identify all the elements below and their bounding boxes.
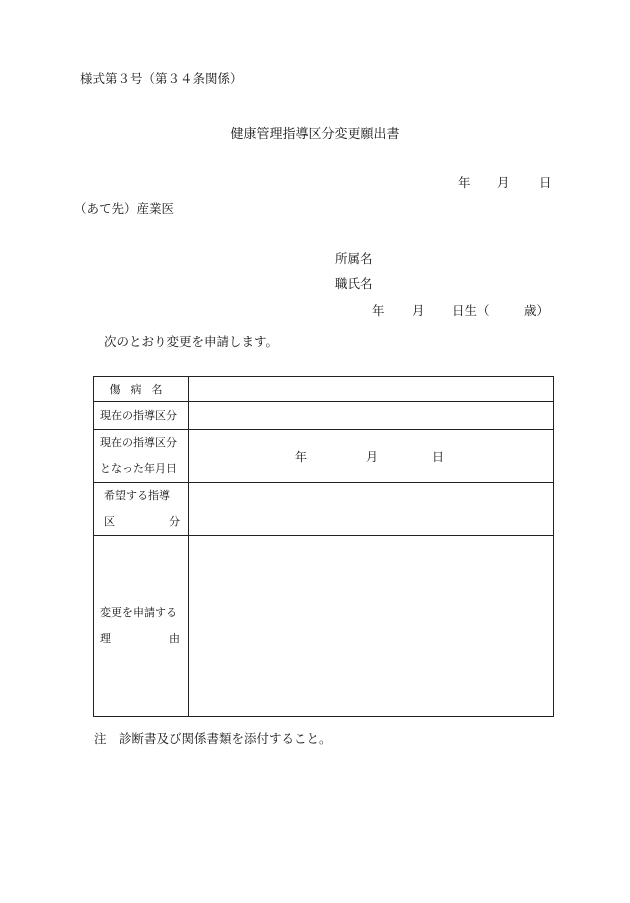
table-row-class-date — [94, 430, 554, 483]
desired-class-label-char2: 分 — [169, 515, 180, 528]
class-date-day: 日 — [432, 450, 445, 464]
age-label: 歳） — [524, 303, 550, 318]
class-date-label-line2: となった年月日 — [100, 462, 177, 475]
date-month-label: 月 — [497, 175, 510, 190]
desired-class-label-line1: 希望する指導 — [104, 489, 170, 502]
table-row-reason — [94, 536, 554, 717]
disease-label: 傷病名 — [94, 377, 189, 402]
table-row-current-class — [94, 402, 554, 430]
birth-year-label: 年 — [372, 303, 385, 318]
desired-class-label-cell — [94, 483, 189, 536]
birth-day-label: 日生（ — [452, 303, 490, 318]
desired-class-field[interactable] — [189, 483, 554, 536]
disease-field[interactable] — [189, 377, 554, 402]
affiliation-label: 所属名 — [335, 251, 373, 266]
desired-class-label-line2 — [94, 509, 188, 535]
intro-text: 次のとおり変更を申請します。 — [104, 334, 279, 349]
table-row-disease — [94, 377, 554, 402]
name-label: 職氏名 — [335, 276, 373, 291]
form-number: 様式第３号（第３４条関係） — [80, 71, 243, 86]
attachment-note: 注 診断書及び関係書類を添付すること。 — [94, 731, 332, 746]
reason-field[interactable] — [189, 536, 554, 717]
document-title: 健康管理指導区分変更願出書 — [230, 127, 400, 142]
class-date-month: 月 — [366, 450, 379, 464]
current-class-field[interactable] — [189, 402, 554, 430]
class-date-label-line1: 現在の指導区分 — [100, 436, 177, 449]
birth-month-label: 月 — [412, 303, 425, 318]
reason-label-line1: 変更を申請する — [100, 606, 177, 619]
current-class-label: 現在の指導区分 — [100, 408, 177, 422]
addressee: （あて先）産業医 — [74, 201, 175, 216]
reason-label-char1: 理 — [100, 632, 111, 645]
class-date-year: 年 — [295, 450, 308, 464]
application-table — [93, 376, 554, 717]
date-day-label: 日 — [539, 175, 552, 190]
reason-label-cell — [94, 536, 189, 717]
date-year-label: 年 — [458, 175, 471, 190]
current-class-label-cell — [94, 402, 189, 430]
reason-label-line2 — [94, 626, 188, 652]
reason-label-char2: 由 — [169, 632, 180, 645]
class-date-field[interactable] — [189, 430, 554, 483]
desired-class-label-char1: 区 — [104, 515, 115, 528]
table-row-desired-class — [94, 483, 554, 536]
class-date-label-cell — [94, 430, 189, 483]
